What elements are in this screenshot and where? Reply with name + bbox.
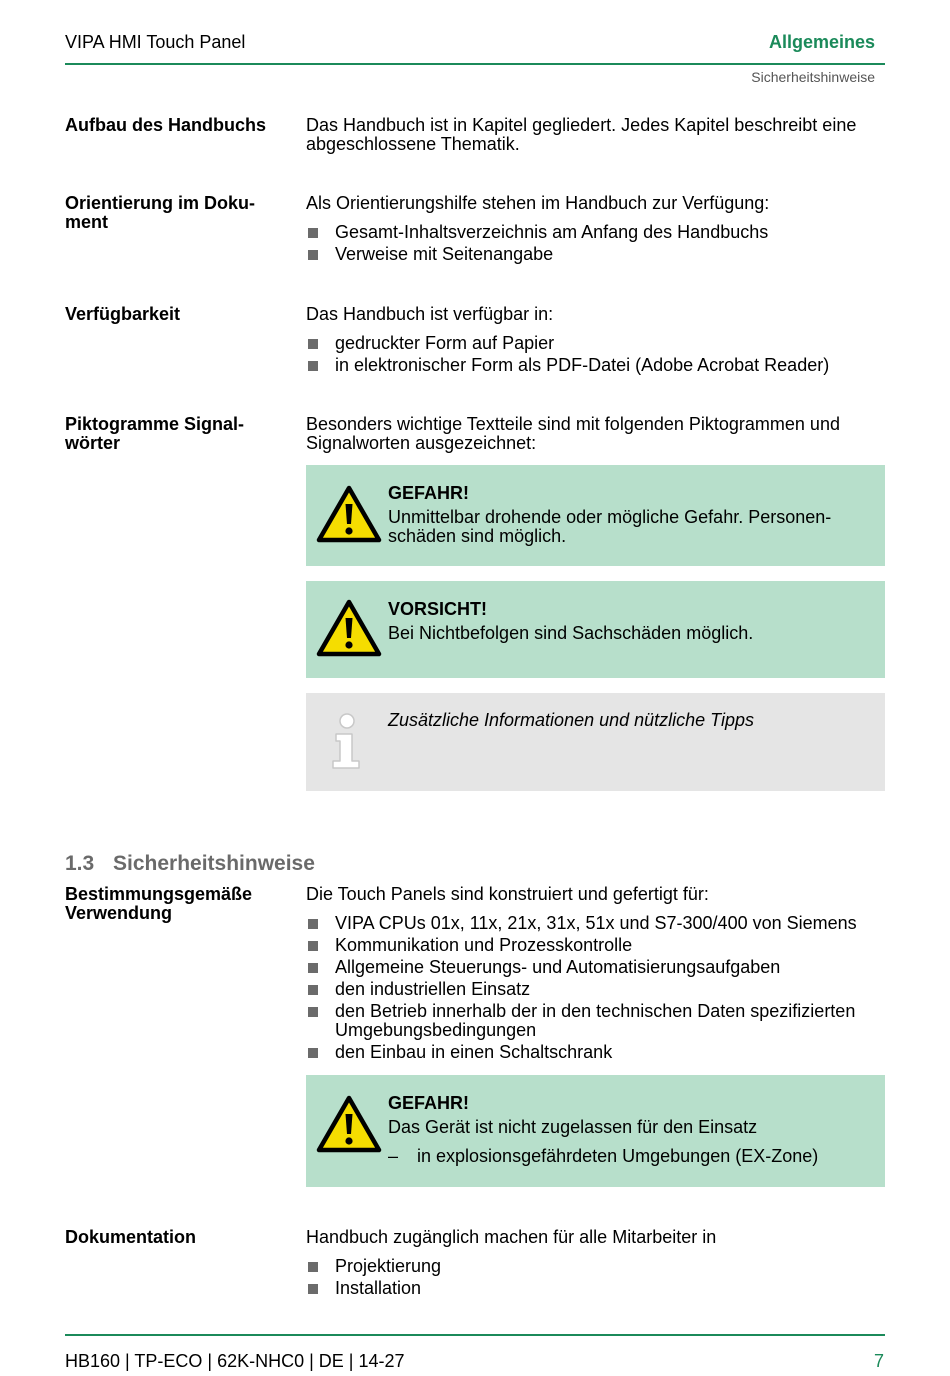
warning-triangle-icon: [316, 485, 382, 543]
bullet-square-icon: [308, 941, 318, 951]
bullet-square-icon: [308, 1262, 318, 1272]
text-aufbau: Das Handbuch ist in Kapitel gegliedert. Jedes Kapitel beschreibt eine abgeschlossene Thematik.: [306, 115, 857, 154]
danger-notice-box: [306, 465, 885, 566]
list-item: den Betrieb innerhalb der in den technischen Daten spezifizierten Umgebungsbedingungen: [306, 1002, 886, 1040]
label-verwendung: Bestimmungsgemäße Verwendung: [65, 884, 253, 923]
list-item: den Einbau in einen Schaltschrank: [306, 1043, 886, 1062]
bullet-square-icon: [308, 919, 318, 929]
caution-text: Bei Nichtbefolgen sind Sachschäden möglich.: [388, 623, 754, 643]
info-notice-box: [306, 693, 885, 791]
caution-notice-box: [306, 581, 885, 678]
caution-title: VORSICHT!: [388, 599, 487, 619]
bullet-square-icon: [308, 985, 318, 995]
bullet-square-icon: [308, 339, 318, 349]
header-subsection: Sicherheitshinweise: [751, 69, 875, 85]
bullet-square-icon: [308, 361, 318, 371]
footer-doc-id: HB160 | TP-ECO | 62K-NHC0 | DE | 14-27: [65, 1351, 405, 1371]
list-item: den industriellen Einsatz: [306, 980, 886, 999]
list-item: Kommunikation und Prozesskontrolle: [306, 936, 886, 955]
danger-text: Das Gerät ist nicht zugelassen für den Einsatz: [388, 1117, 758, 1137]
label-orientierung: Orientierung im Doku- ment: [65, 193, 256, 232]
orientierung-intro: Als Orientierungshilfe stehen im Handbuch zur Verfügung:: [306, 193, 770, 213]
section-title: Sicherheitshinweise: [113, 852, 315, 875]
label-dokumentation: Dokumentation: [65, 1227, 197, 1247]
orientierung-block: [306, 194, 886, 267]
dokumentation-intro: Handbuch zugänglich machen für alle Mitarbeiter in: [306, 1227, 717, 1247]
verwendung-list: [306, 914, 886, 1062]
footer-rule: [65, 1334, 885, 1336]
list-item: Projektierung: [306, 1257, 886, 1276]
list-item: Gesamt-Inhaltsverzeichnis am Anfang des Handbuchs: [306, 223, 886, 242]
label-verfuegbarkeit: Verfügbarkeit: [65, 304, 181, 324]
warning-triangle-icon: [316, 599, 382, 657]
bullet-square-icon: [308, 228, 318, 238]
bullet-square-icon: [308, 963, 318, 973]
bullet-square-icon: [308, 250, 318, 260]
danger-title: GEFAHR!: [388, 1093, 469, 1113]
dash-bullet: –: [388, 1146, 399, 1166]
section-heading: [65, 852, 315, 876]
list-item: Installation: [306, 1279, 886, 1298]
page-number: 7: [873, 1351, 884, 1371]
label-piktogramme: Piktogramme Signal- wörter: [65, 414, 245, 453]
section-number: 1.3: [65, 852, 95, 875]
list-item: VIPA CPUs 01x, 11x, 21x, 31x, 51x und S7-300/400 von Siemens: [306, 914, 886, 933]
header-chapter: Allgemeines: [768, 32, 875, 52]
orientierung-list: [306, 223, 886, 264]
piktogramme-intro: Besonders wichtige Textteile sind mit folgenden Piktogrammen und Signalworten ausgezeichnet:: [306, 414, 840, 453]
label-aufbau: Aufbau des Handbuchs: [65, 115, 267, 135]
bullet-square-icon: [308, 1048, 318, 1058]
verfuegbarkeit-block: [306, 305, 886, 378]
bullet-square-icon: [308, 1007, 318, 1017]
verfuegbarkeit-list: [306, 334, 886, 375]
warning-triangle-icon: [316, 1095, 382, 1153]
verfuegbarkeit-intro: Das Handbuch ist verfügbar in:: [306, 304, 554, 324]
bullet-square-icon: [308, 1284, 318, 1294]
list-item: in elektronischer Form als PDF-Datei (Adobe Acrobat Reader): [306, 356, 886, 375]
info-icon: [328, 711, 364, 771]
dokumentation-block: [306, 1228, 886, 1301]
header-rule: [65, 63, 885, 65]
header-title: VIPA HMI Touch Panel: [65, 32, 246, 52]
list-item: Verweise mit Seitenangabe: [306, 245, 886, 264]
verwendung-block: [306, 885, 886, 1065]
dokumentation-list: [306, 1257, 886, 1298]
list-item: gedruckter Form auf Papier: [306, 334, 886, 353]
verwendung-intro: Die Touch Panels sind konstruiert und gefertigt für:: [306, 884, 709, 904]
danger-title: GEFAHR!: [388, 483, 469, 503]
danger-text: Unmittelbar drohende oder mögliche Gefahr. Personen- schäden sind möglich.: [388, 507, 832, 546]
danger-dash-item: – in explosionsgefährdeten Umgebungen (EX-Zone): [388, 1146, 819, 1166]
list-item: Allgemeine Steuerungs- und Automatisierungsaufgaben: [306, 958, 886, 977]
danger-notice-box: [306, 1075, 885, 1187]
info-text: Zusätzliche Informationen und nützliche Tipps: [388, 710, 755, 730]
